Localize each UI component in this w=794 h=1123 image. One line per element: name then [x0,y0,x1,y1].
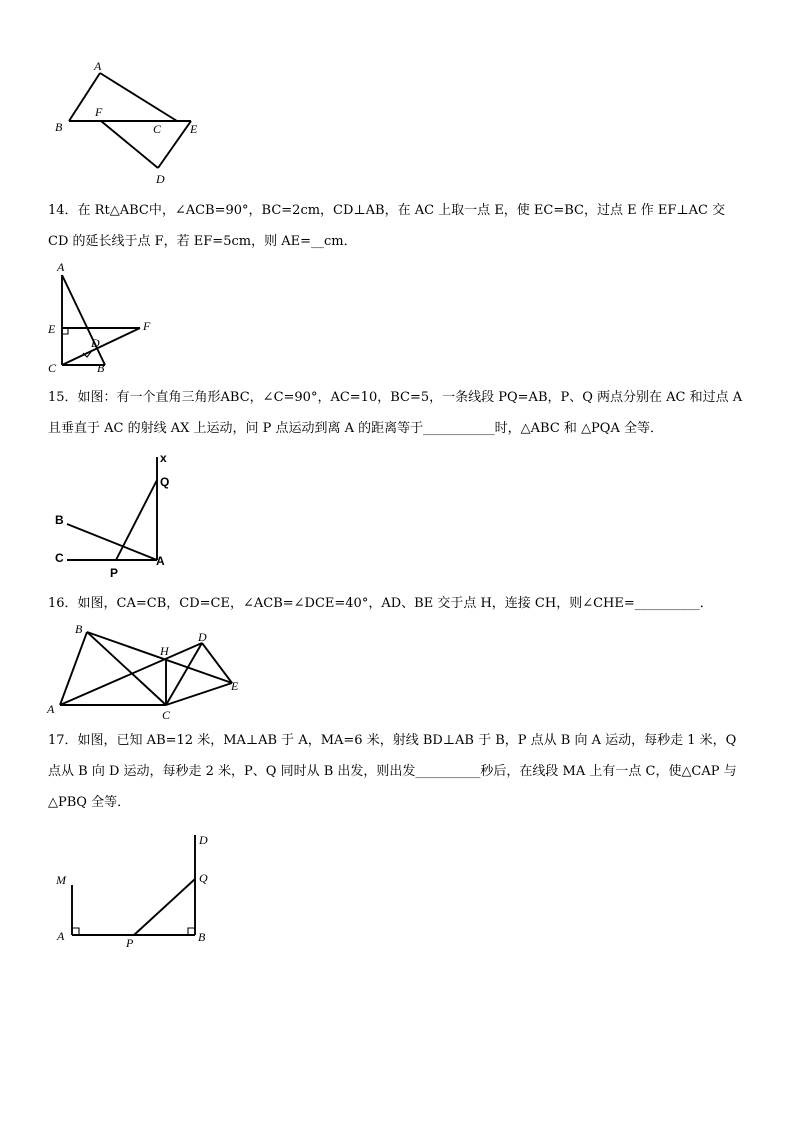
label-B: B [97,361,105,375]
problem-14 [48,195,748,257]
label-C: C [162,708,171,722]
label-B: B [198,930,206,944]
label-E: E [48,322,56,336]
problem-text: ．如图，CA=CB，CD=CE，∠ACB=∠DCE=40°，AD、BE 交于点 H，连接 CH，则∠CHE=__________． [64,596,713,611]
label-P: P [110,566,119,580]
label-D: D [199,833,208,847]
label-E: E [190,122,198,136]
figure-14 [45,260,175,380]
label-Q: Q [160,475,170,489]
label-D: D [91,336,100,350]
figure-15 [50,450,190,580]
label-A: A [57,929,65,943]
label-B: B [55,513,64,527]
label-C: C [48,361,57,375]
label-x: x [160,451,167,465]
problem-number: 16 [48,596,65,611]
label-B: B [75,622,83,636]
problem-text: ．在 Rt△ABC中，∠ACB=90°，BC=2cm，CD⊥AB，在 AC 上取一点 E，使 EC=BC，过点 E 作 EF⊥AC 交 CD 的延长线于点 F，若 EF=5cm，则 AE=__cm． [48,203,726,249]
figure-16 [40,620,250,725]
label-M: M [56,873,66,887]
label-E: E [231,679,239,693]
label-C: C [55,551,64,565]
label-A: A [47,702,55,716]
label-H: H [160,644,169,658]
label-A: A [94,59,102,73]
problem-15 [48,382,748,444]
problem-text: ．如图：有一个直角三角形ABC，∠C=90°，AC=10，BC=5，一条线段 PQ=AB，P、Q 两点分别在 AC 和过点 A 且垂直于 AC 的射线 AX 上运动，问 P 点运动到离 A 的距离等于___________时，△ABC 和 △PQA 全等． [48,390,743,436]
label-C: C [153,122,162,136]
label-P: P [126,936,134,950]
label-D: D [198,630,207,644]
problem-number: 15 [48,390,65,405]
label-F: F [143,319,151,333]
label-F: F [95,105,103,119]
problem-number: 17 [48,733,65,748]
problem-number: 14 [48,203,65,218]
label-B: B [55,120,63,134]
problem-text: ．如图，已知 AB=12 米，MA⊥AB 于 A，MA=6 米，射线 BD⊥AB 于 B，P 点从 B 向 A 运动，每秒走 1 米，Q 点从 B 向 D 运动，每秒走 2 米，P、Q 同时从 B 出发，则出发__________秒后，在线段 MA 上有一点 C，使△CAP 与△PBQ 全等． [48,733,737,810]
label-A: A [57,260,65,274]
label-D: D [156,172,165,186]
label-A: A [156,554,165,568]
figure-13 [50,58,210,188]
label-Q: Q [199,871,208,885]
figure-17 [50,830,230,950]
problem-16 [48,588,748,619]
problem-17 [48,725,748,818]
